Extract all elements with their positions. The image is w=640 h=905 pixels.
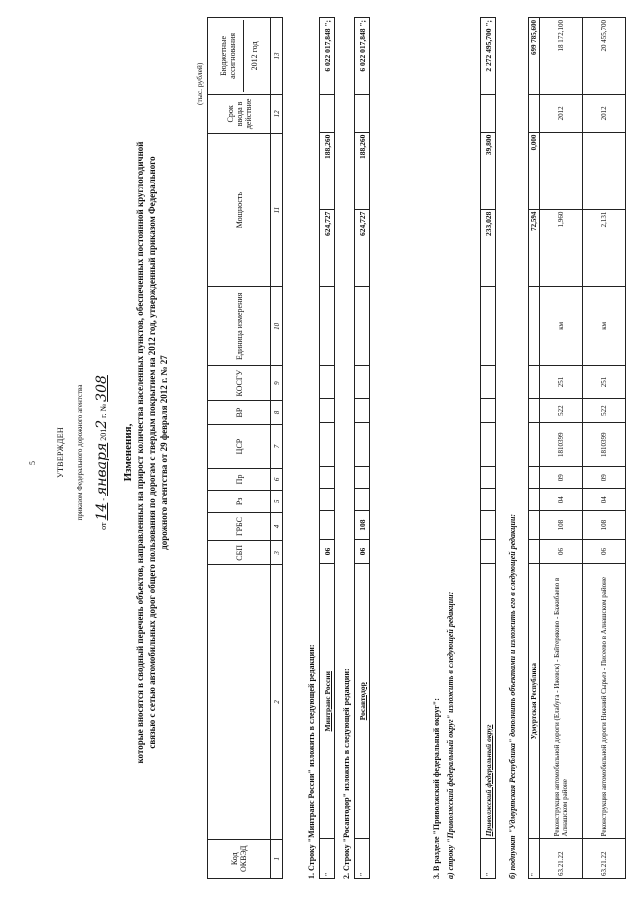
- col-vr: ВР: [208, 400, 271, 424]
- page-number: 5: [28, 461, 37, 465]
- approval-stamp: УТВЕРЖДЕН: [56, 427, 65, 478]
- approval-date: от 14 - января 2012 г. № 308: [94, 375, 110, 530]
- date-day: 14: [94, 502, 110, 521]
- col-sbp: СБП: [208, 541, 271, 565]
- section2-row: " Росавтодор 06 108 624,727 188,260 6 022 017,848 ";: [354, 17, 370, 879]
- section3-heading: 3. В разделе "Приволжский федеральный округ":: [432, 698, 441, 879]
- section3-sub-a: а) строку "Приволжский федеральный округ" изложить в следующей редакции:: [446, 591, 455, 879]
- section3-a-row: " Приволжский федеральный округ 233,028 39,800 2 272 495,700 ";: [480, 17, 496, 879]
- column-numbers-row: 1 2 3 4 5 6 7 8 9 10 11 12 13: [271, 18, 283, 879]
- section2-heading: 2. Строку "Росавтодор" изложить в следующей редакции:: [342, 668, 351, 879]
- section1-row: " Минтранс России 06 624,727 188,260 6 022 017,848 ";: [319, 17, 335, 879]
- section3-sub-b: б) подпункт "Удмуртская Республика" дополнить объектами и изложить его в следующей редакции:: [508, 513, 517, 879]
- table-row: 63.21.22 Реконструкция автомобильной дороги (Елабуга - Ижевск) - Байтеряково - Бажибаево в Алнашском районе 06 108 04 09 1810399 522 251 км 1,960 2012 18 172,100: [540, 18, 583, 879]
- region-row: " Удмуртская Республика 72,594 0,000 699 785,600: [529, 18, 540, 879]
- col-name: [208, 565, 271, 839]
- section3-b-table: [528, 17, 626, 879]
- table-row: 63.21.22 Реконструкция автомобильной дороги Нижний Сырьез - Писеево в Алнашском районе 06 108 04 09 1810399 522 251 км 2,131 2012 20 455,700: [583, 18, 626, 879]
- col-budget: Бюджетные ассигнования 2012 год: [208, 18, 271, 95]
- col-csr: ЦСР: [208, 425, 271, 469]
- col-kosgu: КОСГУ: [208, 366, 271, 401]
- col-budget-year: 2012 год: [243, 20, 259, 92]
- col-unit: Единица измерения: [208, 287, 271, 366]
- section1-heading: 1. Строку "Минтранс России" изложить в следующей редакции:: [307, 644, 316, 879]
- col-okved: Код ОКВЭД: [208, 839, 271, 878]
- header-table: [207, 17, 283, 879]
- document-title: Изменения, которые вносятся в сводный перечень объектов, направленных на прирост количества населенных пунктов, обеспеченных постоянной круглогодичной связью с сетью автомобильных дорог общего пользования по дорогам с твердым покрытием на 2012 год, утвержденный приказом Федерального дорожного агентства от 29 февраля 2012 г. № 27: [122, 141, 169, 764]
- col-capacity: Мощность: [208, 133, 271, 287]
- date-month: января: [94, 442, 110, 496]
- col-pr: Пр: [208, 468, 271, 490]
- row-name: Росавтодор: [355, 564, 370, 839]
- approval-authority: приказом Федерального дорожного агентства: [76, 384, 84, 521]
- budget: 6 022 017,848 ";: [320, 18, 335, 95]
- table-header-row: [208, 18, 271, 879]
- order-number: 308: [94, 375, 110, 402]
- col-term: Срок ввода в действие: [208, 94, 271, 133]
- units-label: (тыс. рублей): [195, 62, 204, 105]
- capacity-b: 188,260: [320, 132, 335, 209]
- col-rz: Рз: [208, 490, 271, 512]
- capacity-a: 624,727: [320, 209, 335, 286]
- row-name: Минтранс России: [320, 564, 335, 839]
- col-grbs: ГРБС: [208, 512, 271, 541]
